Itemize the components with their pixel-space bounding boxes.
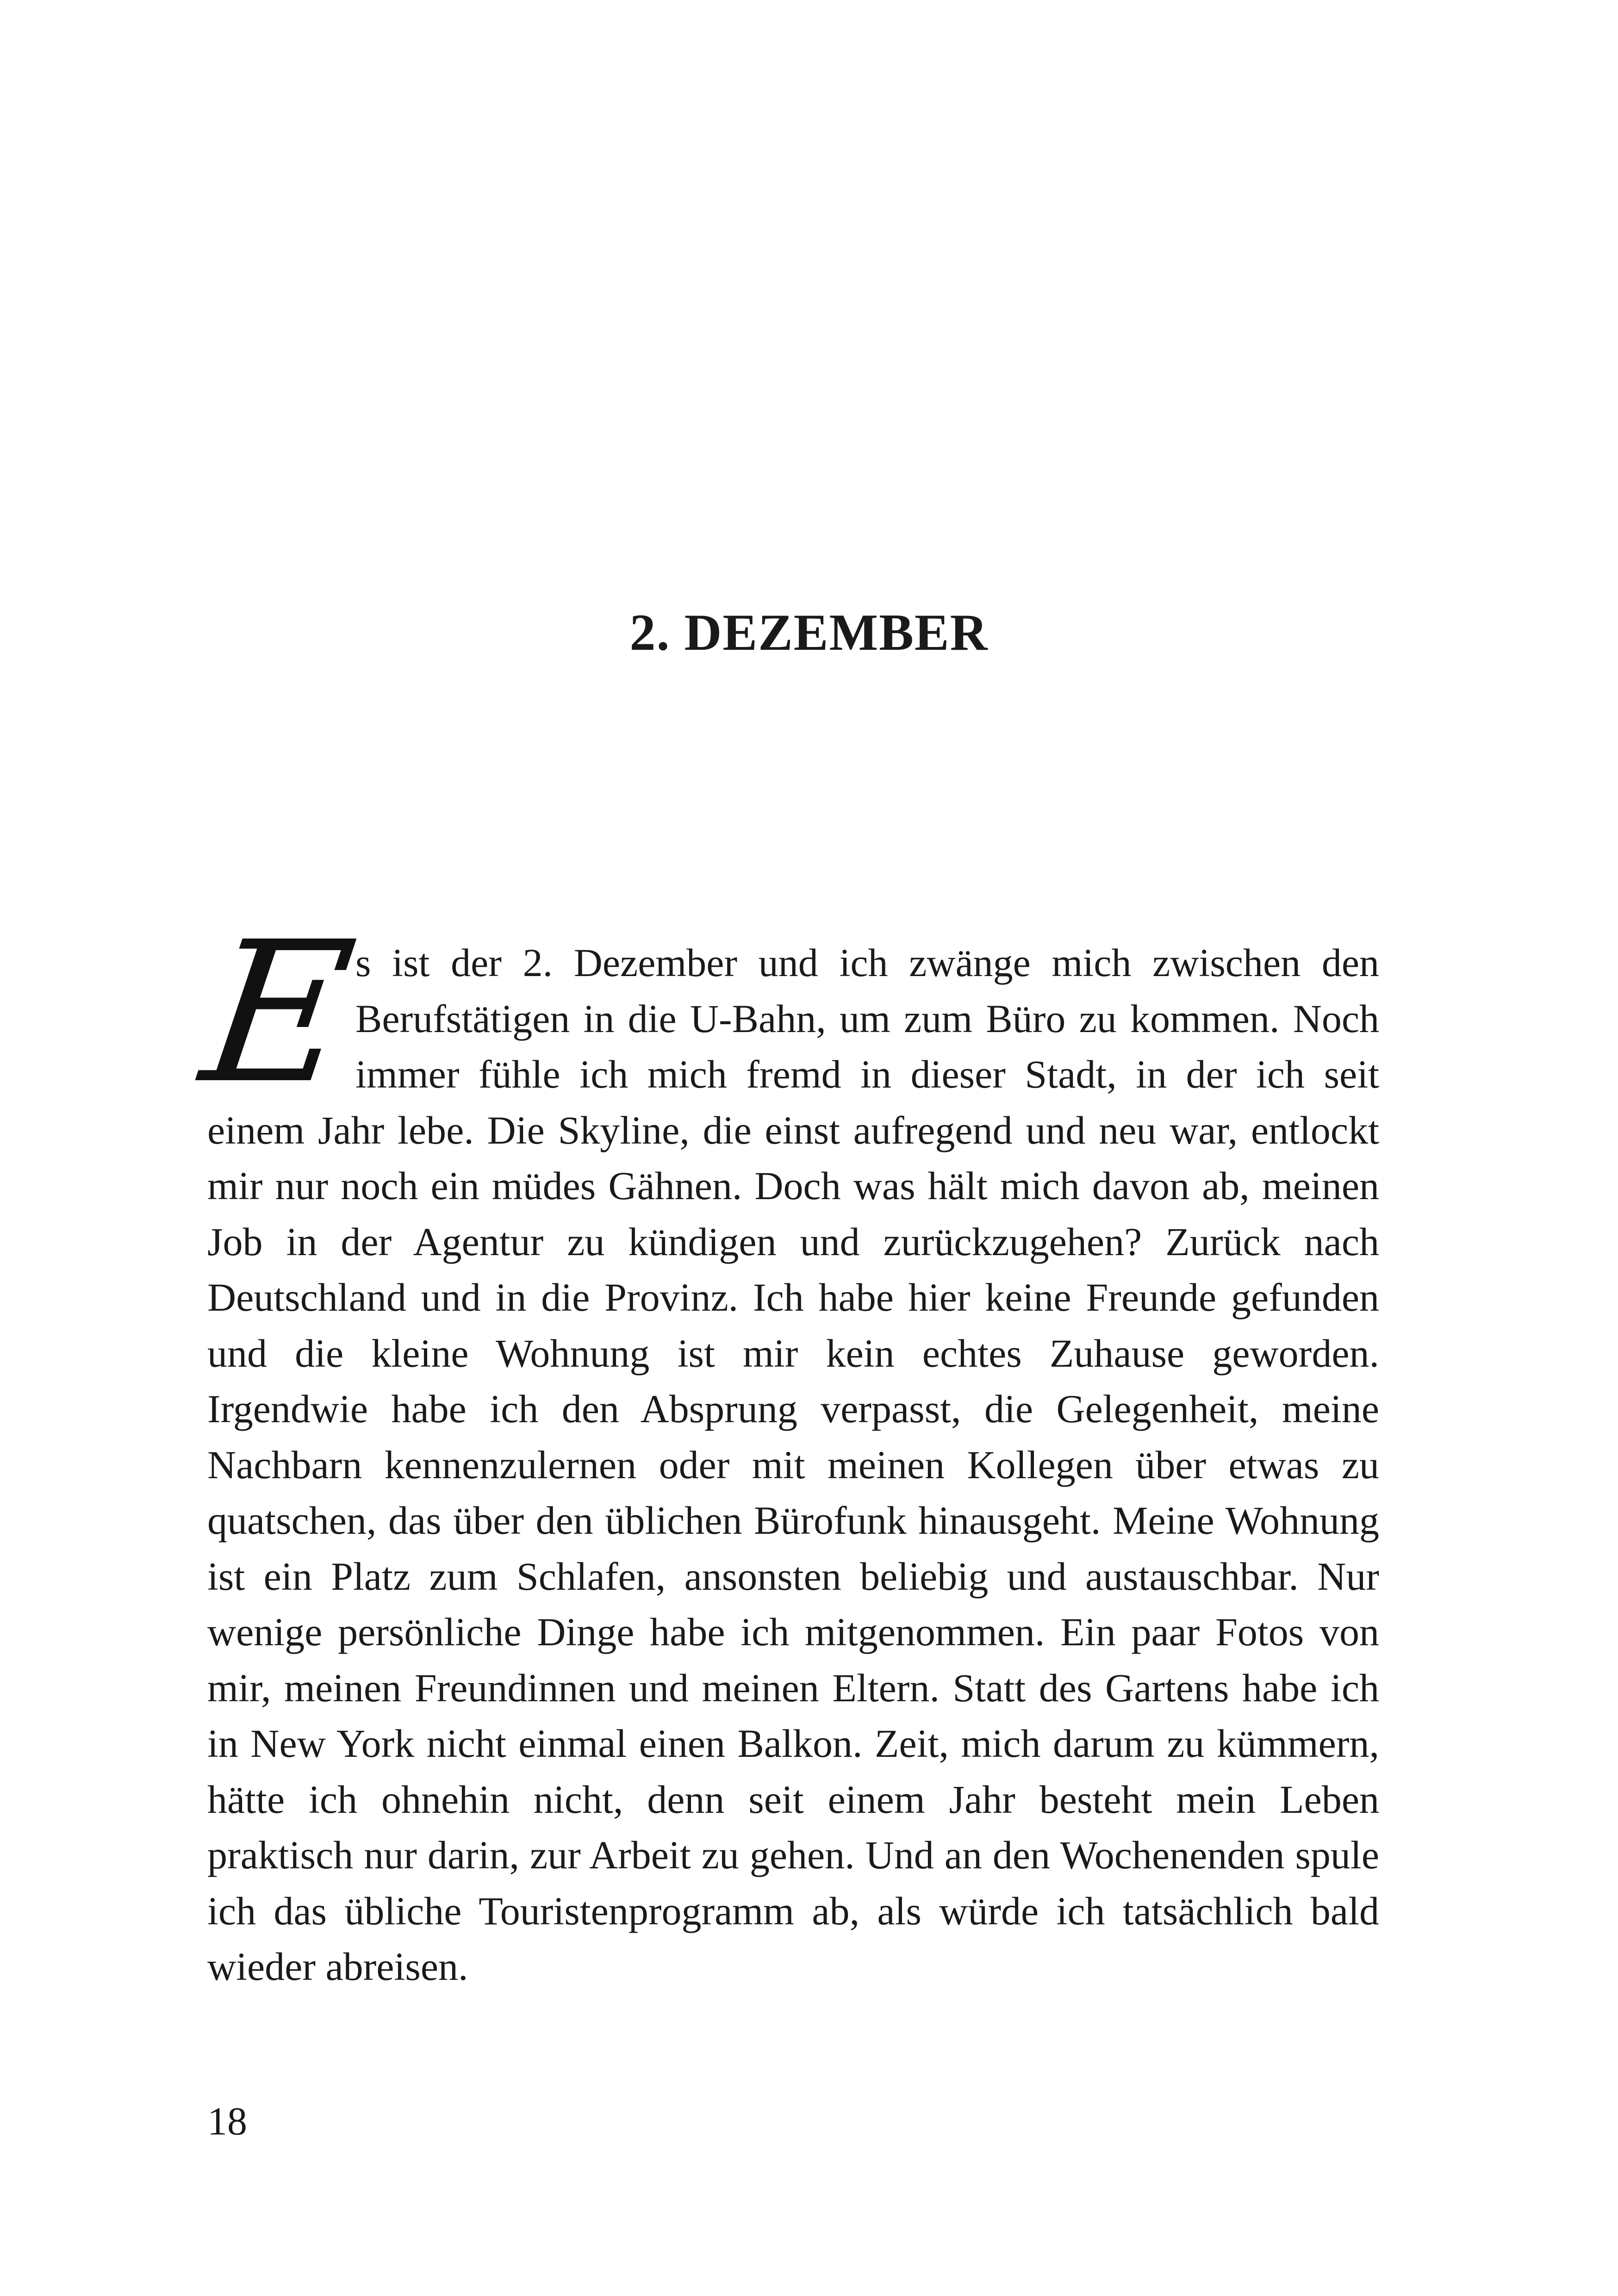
drop-cap: E — [191, 900, 366, 1126]
page-number: 18 — [207, 2099, 247, 2143]
paragraph-text: s ist der 2. Dezember und ich zwänge mich zwischen den Berufstätigen in die U-Bahn, um zum Büro zu kommen. Noch immer fühle ich mich fremd in dieser Stadt, in der ich seit einem Jahr lebe. Die Skyline, die einst aufregend und neu war, entlockt mir nur noch ein müdes Gähnen. Doch was hält mich davon ab, meinen Job in der Agentur zu kündigen und zurückzugehen? Zurück nach Deutschland und in die Provinz. Ich habe hier keine Freunde gefunden und die kleine Wohnung ist mir kein echtes Zuhause geworden. Irgendwie habe ich den Absprung verpasst, die Gelegenheit, meine Nachbarn kennenzulernen oder mit meinen Kollegen über etwas zu quatschen, das über den üblichen Bürofunk hinausgeht. Meine Wohnung ist ein Platz zum Schlafen, ansonsten beliebig und austauschbar. Nur wenige persönliche Dinge habe ich mitgenommen. Ein paar Fotos von mir, meinen Freundinnen und meinen Eltern. Statt des Gartens habe ich in New York nicht einmal einen Balkon. Zeit, mich darum zu kümmern, hätte ich ohnehin nicht, denn seit einem Jahr besteht mein Leben praktisch nur darin, zur Arbeit zu gehen. Und an den Wochenenden spule ich das übliche Touristenprogramm ab, als würde ich tatsächlich bald wieder abreisen. — [207, 940, 1379, 1989]
body-paragraph — [191, 900, 1379, 1995]
chapter-title: 2. DEZEMBER — [629, 604, 989, 661]
